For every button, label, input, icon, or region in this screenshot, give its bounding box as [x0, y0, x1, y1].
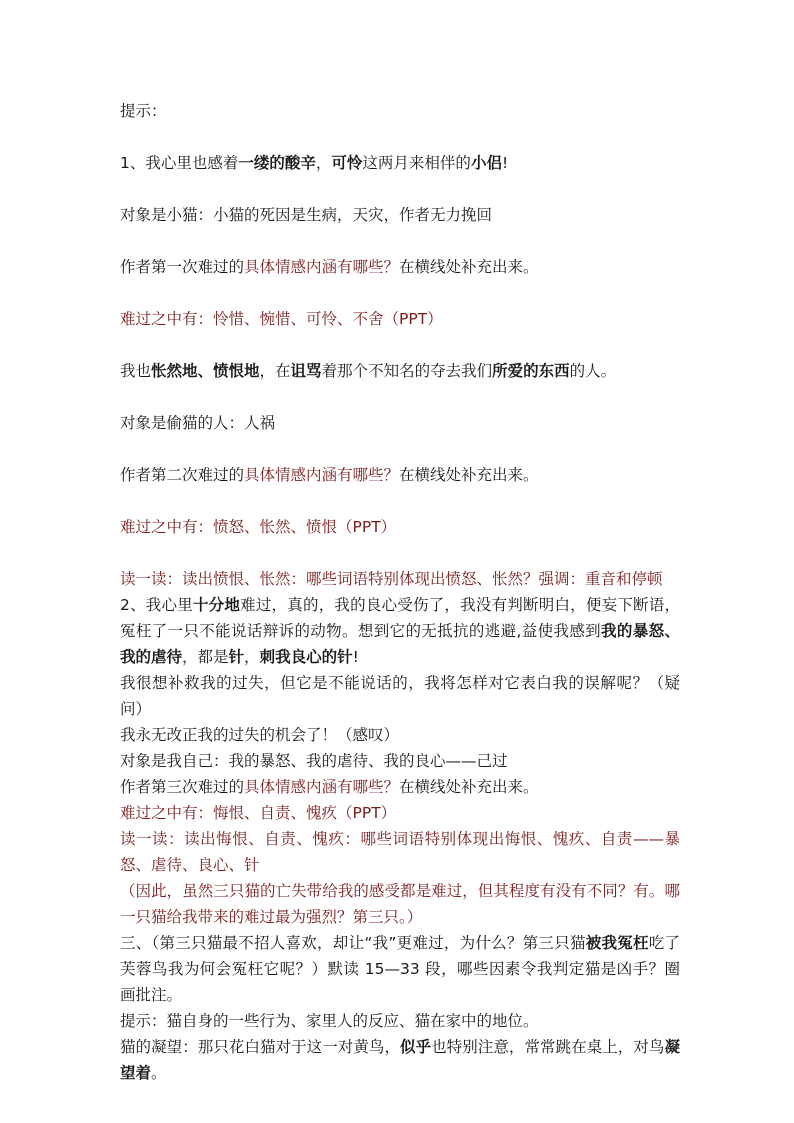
question-line-3: 作者第三次难过的具体情感内涵有哪些？在横线处补充出来。 — [120, 778, 539, 796]
reading-paragraph-2: 读一读：读出悔恨、自责、愧疚：哪些词语特别体现出悔恨、愧疚、自责——暴怒、虐待、良心、针 — [120, 830, 680, 874]
cat-gaze-paragraph: 猫的凝望：那只花白猫对于这一对黄鸟，似乎也特别注意，常常跳在桌上，对鸟凝望着。 — [120, 1038, 680, 1082]
reading-line-1: 读一读：读出愤恨、怅然：哪些词语特别体现出愤怒、怅然？强调：重音和停顿 — [120, 570, 663, 588]
answer-line-3: 难过之中有：悔恨、自责、愧疚（PPT） — [120, 804, 397, 822]
summary-paragraph: （因此，虽然三只猫的亡失带给我的感受都是难过，但其程度有没有不同？有。哪一只猫给我带来的难过最为强烈？第三只。） — [120, 882, 680, 926]
document-page — [120, 98, 680, 1086]
hint-line: 提示：猫自身的一些行为、家里人的反应、猫在家中的地位。 — [120, 1012, 539, 1030]
section-three-paragraph: 三、（第三只猫最不招人喜欢，却让“我”更难过，为什么？第三只猫被我冤枉吃了芙蓉鸟我为何会冤枉它呢？）默读 15—33 段，哪些因素令我判定猫是凶手？圈画批注。 — [120, 934, 680, 1004]
object-line-3: 对象是我自己：我的暴怒、我的虐待、我的良心——己过 — [120, 752, 508, 770]
question-line-1: 作者第一次难过的具体情感内涵有哪些？在横线处补充出来。 — [120, 258, 539, 276]
answer-line-2: 难过之中有：愤怒、怅然、愤恨（PPT） — [120, 518, 397, 536]
quote-line-2: 我也怅然地、愤恨地，在诅骂着那个不知名的夺去我们所爱的东西的人。 — [120, 362, 617, 380]
question-paragraph: 我很想补救我的过失，但它是不能说话的，我将怎样对它表白我的误解呢？（疑问） — [120, 674, 680, 718]
hint-title: 提示： — [120, 102, 167, 120]
object-line-2: 对象是偷猫的人：人祸 — [120, 414, 276, 432]
quote-paragraph-3: 2、我心里十分地难过，真的，我的良心受伤了，我没有判断明白，便妄下断语，冤枉了一只不能说话辩诉的动物。想到它的无抵抗的逃避,益使我感到我的暴怒、我的虐待，都是针，刺我良心的针! — [120, 596, 680, 666]
quote-line-1: 1、我心里也感着一缕的酸辛，可怜这两月来相伴的小侣! — [120, 154, 509, 172]
question-line-2: 作者第二次难过的具体情感内涵有哪些？在横线处补充出来。 — [120, 466, 539, 484]
object-line-1: 对象是小猫：小猫的死因是生病，天灾，作者无力挽回 — [120, 206, 493, 224]
exclamation-line: 我永无改正我的过失的机会了！（感叹） — [120, 726, 400, 744]
answer-line-1: 难过之中有：怜惜、惋惜、可怜、不舍（PPT） — [120, 310, 443, 328]
